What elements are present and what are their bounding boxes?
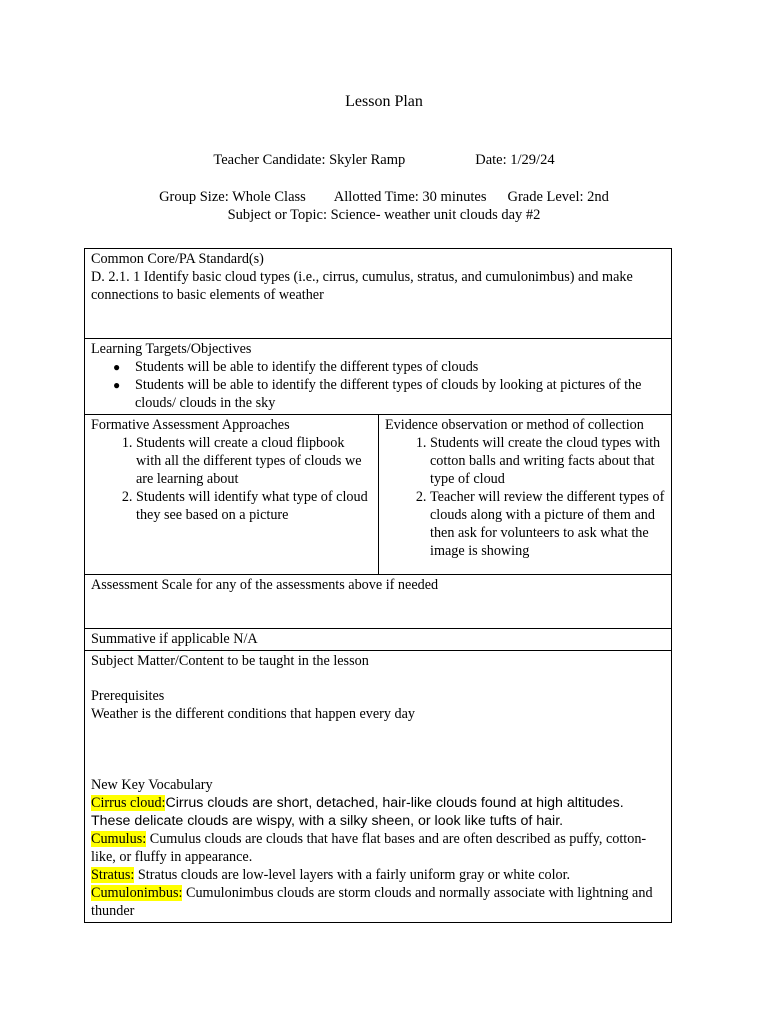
evidence-cell (379, 415, 672, 575)
assessment-scale-row (85, 575, 672, 629)
formative-cell (85, 415, 379, 575)
evidence-list (385, 434, 665, 560)
standards-cell (85, 249, 672, 339)
standards-text: D. 2.1. 1 Identify basic cloud types (i.e., cirrus, cumulus, stratus, and cumulonimbus) and make connections to basic elements of weather (91, 269, 633, 303)
prereq-text: Weather is the different conditions that happen every day (91, 706, 416, 722)
assessment-scale-text: Assessment Scale for any of the assessments above if needed (91, 577, 439, 593)
lesson-plan-table (84, 248, 672, 923)
vocab-term-stratus: Stratus: (91, 867, 135, 883)
vocab-cumulonimbus (91, 884, 665, 920)
summative-text: Summative if applicable N/A (91, 631, 258, 647)
vocab-def-stratus: Stratus clouds are low-level layers with a fairly uniform gray or white color. (134, 867, 571, 883)
prereq-heading: Prerequisites (91, 688, 165, 704)
vocab-heading: New Key Vocabulary (91, 777, 213, 793)
objectives-row (85, 339, 672, 415)
standards-row (85, 249, 672, 339)
vocab-cirrus (91, 794, 665, 830)
evidence-item: 2. Teacher will review the different types of clouds along with a picture of them and then ask for volunteers to ask what the image is showing (430, 488, 665, 560)
formative-list (91, 434, 372, 524)
vocab-term-cumulonimbus: Cumulonimbus: (91, 885, 183, 901)
formative-item: 1. Students will create a cloud flipbook with all the different types of clouds we are learning about (136, 434, 372, 488)
group-time-grade-line (0, 189, 768, 206)
subject-topic: Subject or Topic: Science- weather unit clouds day #2 (227, 207, 541, 223)
vocab-stratus (91, 866, 665, 884)
grade-level: Grade Level: 2nd (507, 189, 609, 205)
content-row (85, 651, 672, 923)
assessment-row (85, 415, 672, 575)
allotted-time: Allotted Time: 30 minutes (333, 189, 487, 205)
objectives-cell (85, 339, 672, 415)
formative-heading: Formative Assessment Approaches (91, 417, 290, 433)
objective-item: ● Students will be able to identify the different types of clouds by looking at pictures of the clouds/ clouds in the sky (135, 376, 665, 412)
summative-row (85, 629, 672, 651)
formative-item: 2. Students will identify what type of cloud they see based on a picture (136, 488, 372, 524)
evidence-heading: Evidence observation or method of collection (385, 417, 644, 433)
vocab-term-cumulus: Cumulus: (91, 831, 147, 847)
vocab-def-cumulus: Cumulus clouds are clouds that have flat bases and are often described as puffy, cotton-like, or fluffy in appearance. (91, 831, 647, 865)
summative-cell (85, 629, 672, 651)
page-title: Lesson Plan (345, 93, 423, 110)
objectives-heading: Learning Targets/Objectives (91, 341, 252, 357)
objective-item: ● Students will be able to identify the different types of clouds (135, 358, 665, 376)
teacher-candidate: Teacher Candidate: Skyler Ramp (213, 152, 406, 168)
vocab-def-cirrus: Cirrus clouds are short, detached, hair-like clouds found at high altitudes. These delicate clouds are wispy, with a silky sheen, or look like tufts of hair. (91, 795, 624, 829)
assessment-scale-cell (85, 575, 672, 629)
objectives-list (91, 358, 665, 412)
date: Date: 1/29/24 (475, 152, 555, 168)
content-heading: Subject Matter/Content to be taught in the lesson (91, 653, 369, 669)
vocab-def-cumulonimbus: Cumulonimbus clouds are storm clouds and normally associate with lightning and thunder (91, 885, 653, 919)
group-size: Group Size: Whole Class (159, 189, 306, 205)
vocab-term-cirrus: Cirrus cloud: (91, 795, 166, 811)
standards-heading: Common Core/PA Standard(s) (91, 251, 264, 267)
evidence-item: 1. Students will create the cloud types with cotton balls and writing facts about that type of cloud (430, 434, 665, 488)
teacher-date-line (0, 152, 768, 169)
vocab-cumulus (91, 830, 665, 866)
content-cell (85, 651, 672, 923)
